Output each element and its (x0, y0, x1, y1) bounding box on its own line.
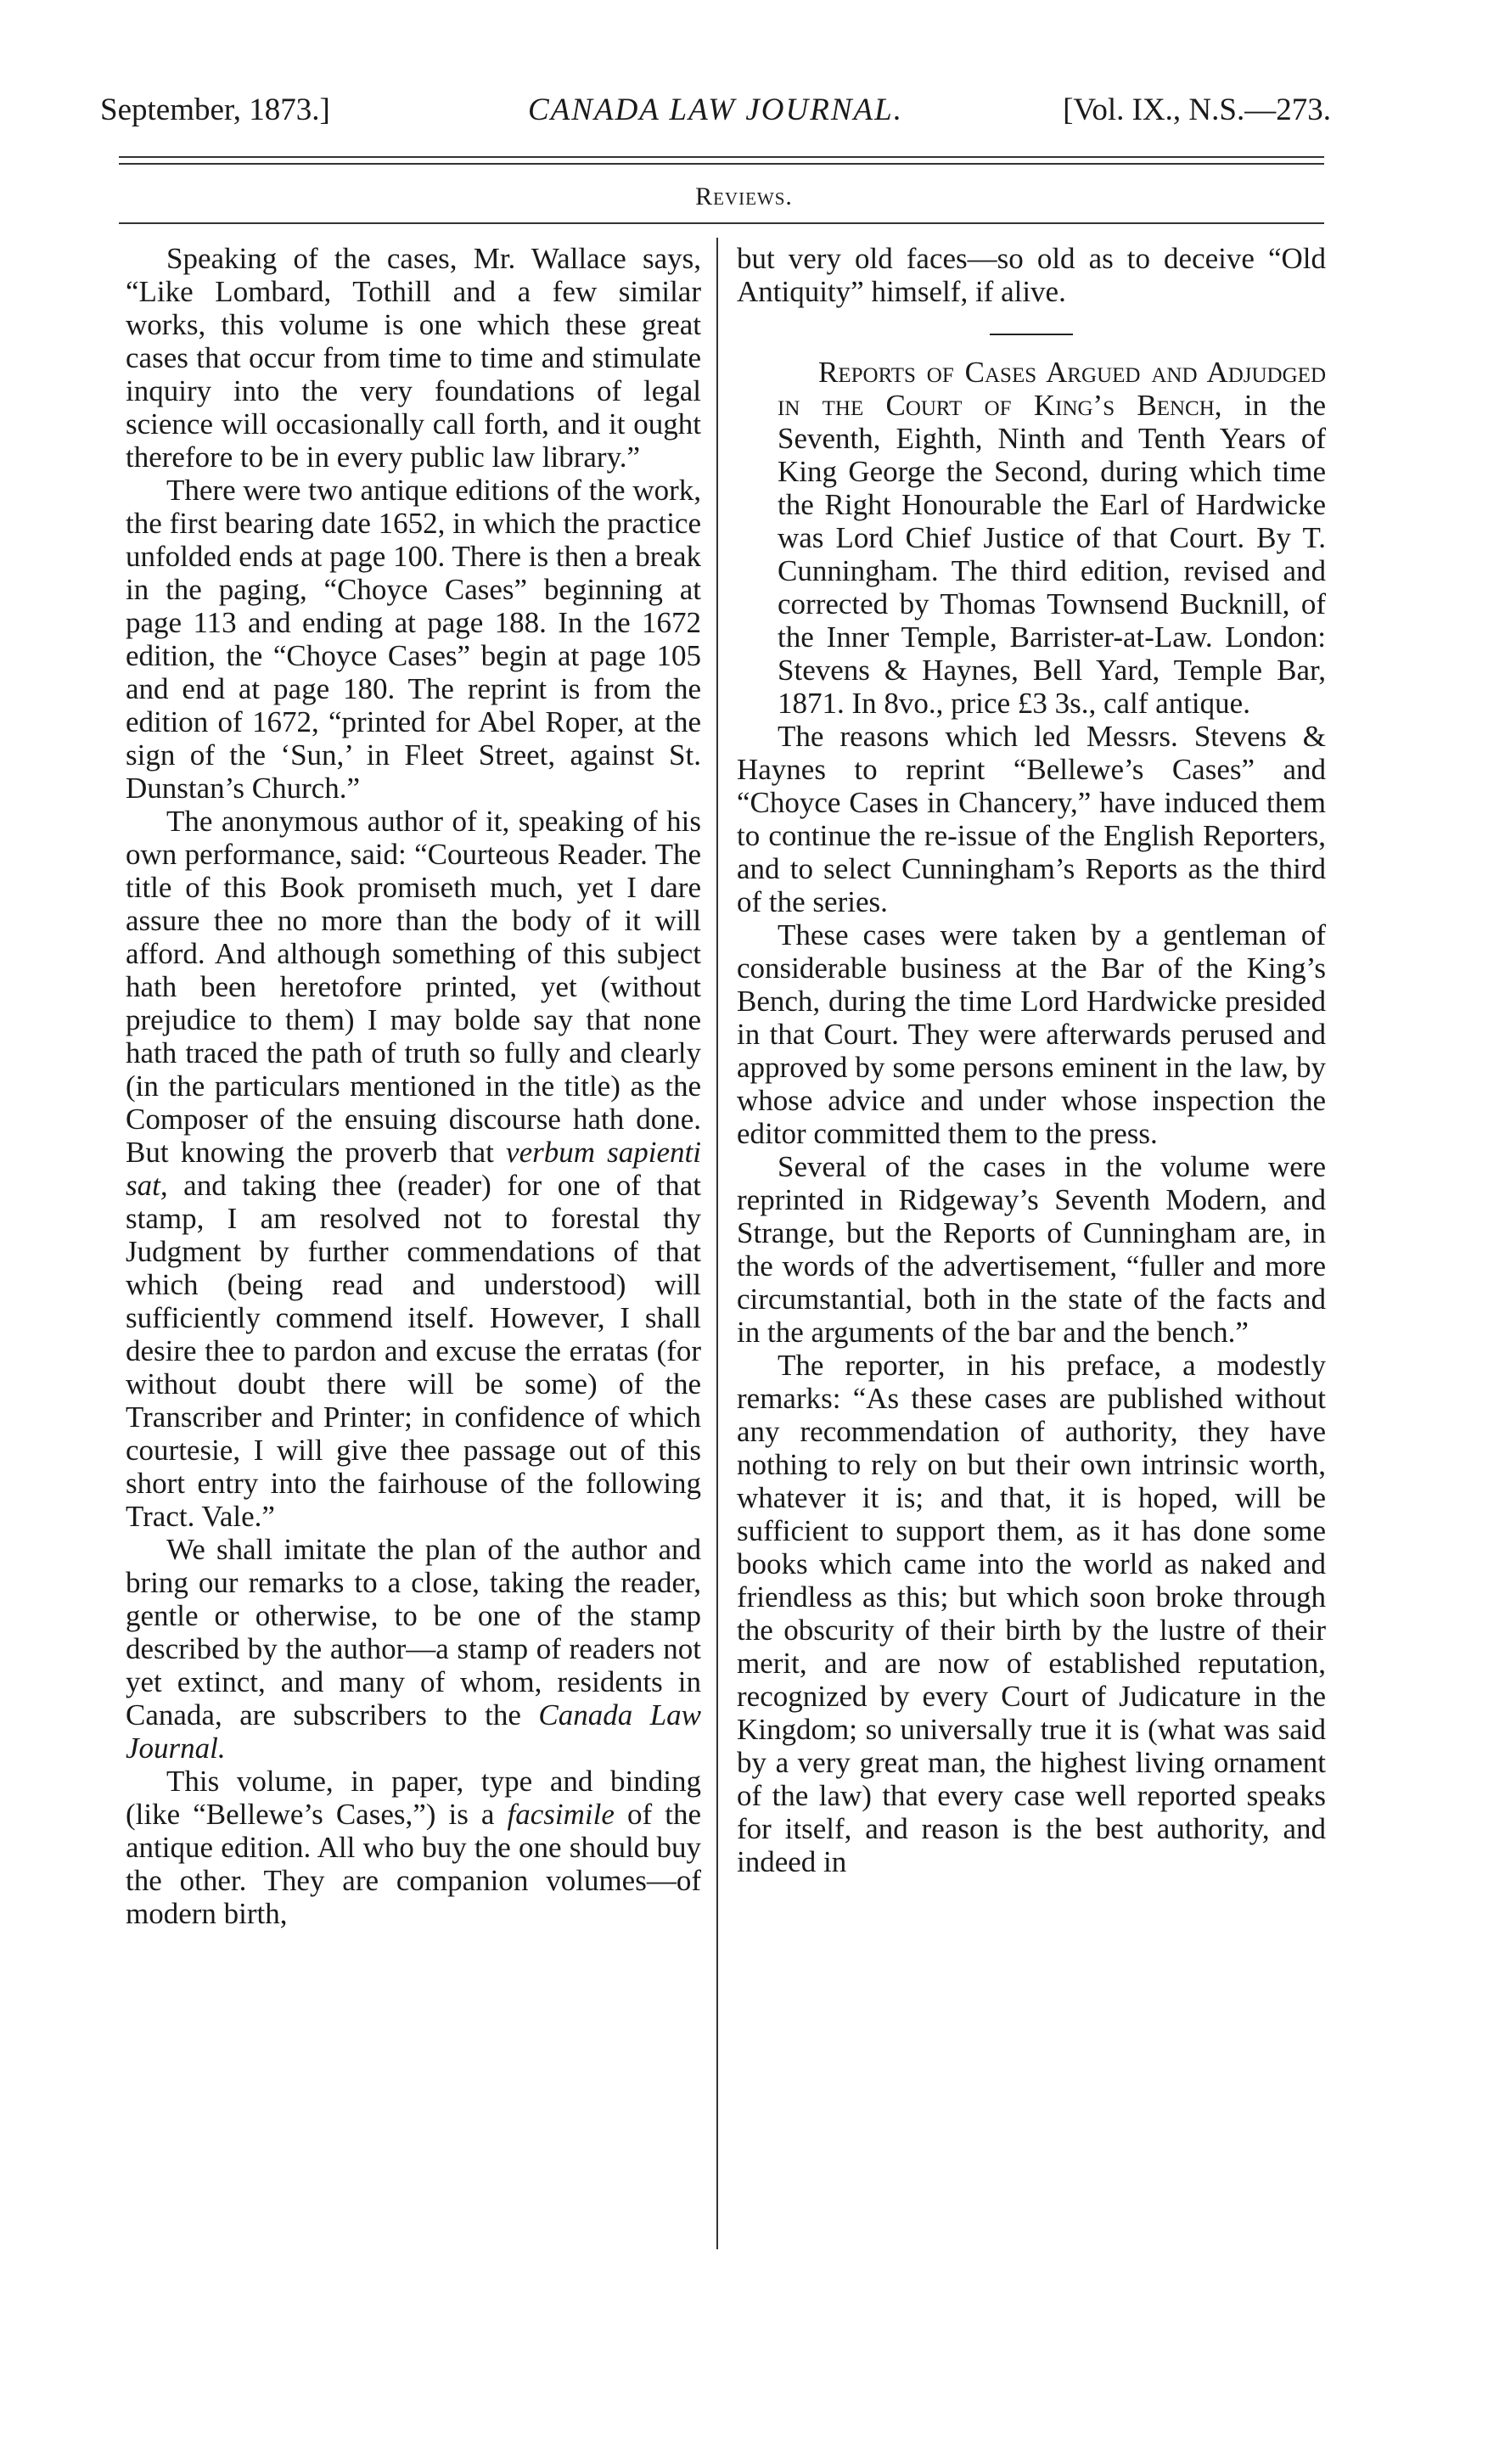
review-book-title (737, 356, 1326, 720)
header-rule-bottom (119, 163, 1324, 165)
text-run: Speaking of the cases, Mr. Wallace says, “Like Lombard, Tothill and a few similar works, this volume is one which these great cases that occur from time to time and stimulate inquiry into the very foundations of legal science will occasionally call forth, and it ought therefore to be in every public law library.” (126, 242, 701, 474)
body-paragraph (126, 1533, 701, 1765)
review-title-details: in the Seventh, Eighth, Ninth and Tenth Years of King George the Second, during which time the Right Honourable the Earl of Hardwicke was Lord Chief Justice of that Court. By T. Cunningham. The third edition, revised and corrected by Thomas Townsend Bucknill, of the Inner Temple, Barrister-at-Law. London: Stevens & Haynes, Bell Yard, Temple Bar, 1871. In 8vo., price £3 3s., calf antique. (778, 389, 1327, 720)
italic-text: facsimile (507, 1798, 615, 1831)
body-paragraph (126, 1765, 701, 1930)
left-column (126, 242, 701, 1930)
column-divider (716, 238, 718, 2249)
body-paragraph (126, 805, 701, 1533)
section-rule (119, 222, 1324, 224)
text-run: There were two antique editions of the work, the first bearing date 1652, in which the practice unfolded ends at page 100. There is then a break in the paging, “Choyce Cases” beginning at page 113 and ending at page 188. In the 1672 edition, the “Choyce Cases” begin at page 105 and end at page 180. The reprint is from the edition of 1672, “printed for Abel Roper, at the sign of the ‘Sun,’ in Fleet Street, against St. Dunstan’s Church.” (126, 474, 701, 805)
page-header (100, 92, 1331, 143)
text-run: We shall imitate the plan of the author and bring our remarks to a close, taking the reader, gentle or otherwise, to be one of the stamp described by the author—a stamp of readers not yet extinct, and many of whom, residents in Canada, are subscribers to the (126, 1533, 701, 1732)
italic-text: verbum sapienti sat, (126, 1136, 701, 1202)
text-run: and taking thee (reader) for one of that stamp, I am resolved not to forestal thy Judgment by further commendations of that which (being read and understood) will sufficiently commend itself. However, I shall desire thee to pardon and excuse the erratas (for without doubt there will be some) of the Transcriber and Printer; in confidence of which courtesie, I will give thee passage out of this short entry into the fairhouse of the following Tract. Vale.” (126, 1169, 701, 1533)
header-rule-top (119, 156, 1324, 158)
continuation-paragraph: but very old faces—so old as to deceive “Old Antiquity” himself, if alive. (737, 242, 1326, 308)
body-paragraph: These cases were taken by a gentleman of considerable business at the Bar of the King’s Bench, during the time Lord Hardwicke presided in that Court. They were afterwards perused and approved by some persons eminent in the law, by whose advice and under whose inspection the editor committed them to the press. (737, 918, 1326, 1150)
body-paragraph: The reporter, in his preface, a modestly remarks: “As these cases are published without any recommendation of authority, they have nothing to rely on but their own intrinsic worth, whatever it is; and that, it is hoped, will be sufficient to support them, as it has done some books which came into the world as naked and friendless as this; but which soon broke through the obscurity of their birth by the lustre of their merit, and are now of established reputation, recognized by every Court of Judicature in the Kingdom; so universally true it is (what was said by a very great man, the highest living ornament of the law) that every case well reported speaks for itself, and reason is the best authority, and indeed in (737, 1349, 1326, 1878)
body-paragraph (126, 474, 701, 805)
body-paragraph: The reasons which led Messrs. Stevens & Haynes to reprint “Bellewe’s Cases” and “Choyce Cases in Chancery,” have induced them to continue the re-issue of the English Reporters, and to select Cunningham’s Reports as the third of the series. (737, 720, 1326, 918)
text-run: The anonymous author of it, speaking of his own performance, said: “Courteous Reader. The title of this Book promiseth much, yet I dare assure thee no more than the body of it will afford. And although something of this subject hath been heretofore printed, yet (without prejudice to them) I may bolde say that none hath traced the path of truth so fully and clearly (in the particulars mentioned in the title) as the Composer of the ensuing discourse hath done. But knowing the proverb that (126, 805, 701, 1169)
review-title-heading: Reports of Cases Argued and Adjudged in the Court of King’s Bench, (778, 356, 1326, 422)
text-run: This volume, in paper, type and binding (like “Bellewe’s Cases,”) is a (126, 1765, 701, 1831)
text-run: of the antique edition. All who buy the one should buy the other. They are companion volumes—of modern birth, (126, 1798, 701, 1930)
section-title: Reviews. (695, 182, 793, 210)
body-paragraph: Several of the cases in the volume were reprinted in Ridgeway’s Seventh Modern, and Strange, but the Reports of Cunningham are, in the words of the advertisement, “fuller and more circumstantial, both in the state of the facts and in the arguments of the bar and the bench.” (737, 1150, 1326, 1349)
right-column (737, 242, 1326, 1878)
header-journal-title: CANADA LAW JOURNAL. (528, 93, 903, 127)
body-paragraph (126, 242, 701, 474)
header-date: September, 1873.] (100, 93, 330, 127)
italic-text: Canada Law Journal. (126, 1698, 702, 1765)
header-volume: [Vol. IX., N.S.—273. (1063, 93, 1331, 127)
short-divider (990, 334, 1073, 335)
